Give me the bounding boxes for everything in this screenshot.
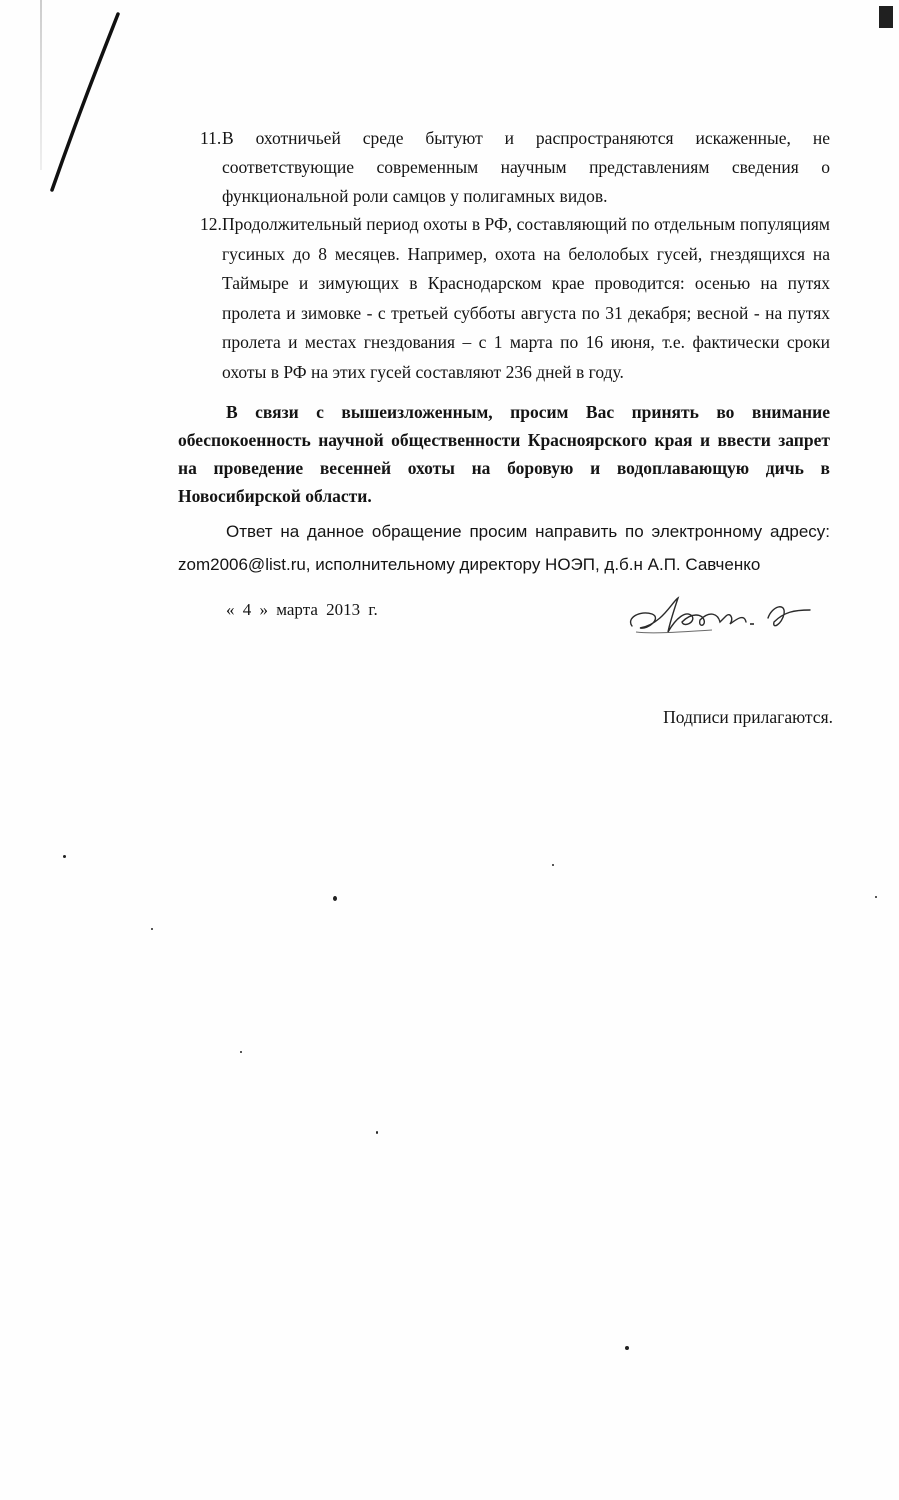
reply-paragraph: Ответ на данное обращение просим направить по электронному адресу: zom2006@list.ru, исполнительному директору НОЭП, д.б.н А.П. Савченко xyxy=(178,522,830,574)
scan-speck xyxy=(552,864,554,866)
scan-speck xyxy=(151,928,153,930)
scan-corner-mark xyxy=(879,6,893,28)
scan-speck xyxy=(240,1051,242,1053)
scan-speck xyxy=(376,1131,378,1134)
list-item-number: 12. xyxy=(200,214,222,234)
date-line: « 4 » марта 2013 г. xyxy=(226,600,378,619)
signatures-attached-note: Подписи прилагаются. xyxy=(663,707,833,727)
request-paragraph: В связи с вышеизложенным, просим Вас принять во внимание обеспокоенность научной общественности Красноярского края и ввести запрет на проведение весенней охоты на боровую и водоплавающую дичь в Новосибирской области. xyxy=(178,402,830,506)
scan-speck xyxy=(63,855,66,858)
scan-speck xyxy=(333,896,337,901)
list-item-12 xyxy=(200,210,830,387)
list-item-text: Продолжительный период охоты в РФ, составляющий по отдельным популяциям гусиных до 8 месяцев. Например, охота на белолобых гусей, гнездящихся на Таймыре и зимующих в Краснодарском крае проводится: осенью на путях пролета и зимовке - с третьей субботы августа по 31 декабря; весной - на путях пролета и местах гнездования – с 1 марта по 16 июня, т.е. фактически сроки охоты в РФ на этих гусей составляют 236 дней в году. xyxy=(222,214,830,382)
scan-speck xyxy=(875,896,877,898)
list-item-text: В охотничьей среде бытуют и распространяются искаженные, не соответствующие современным научным представлениям сведения о функциональной роли самцов у полигамных видов. xyxy=(222,128,830,206)
scan-stroke-mark xyxy=(0,0,140,200)
list-item-number: 11. xyxy=(200,128,222,148)
handwritten-signature xyxy=(622,588,822,638)
scan-speck xyxy=(625,1346,629,1350)
list-item-11 xyxy=(200,124,830,211)
